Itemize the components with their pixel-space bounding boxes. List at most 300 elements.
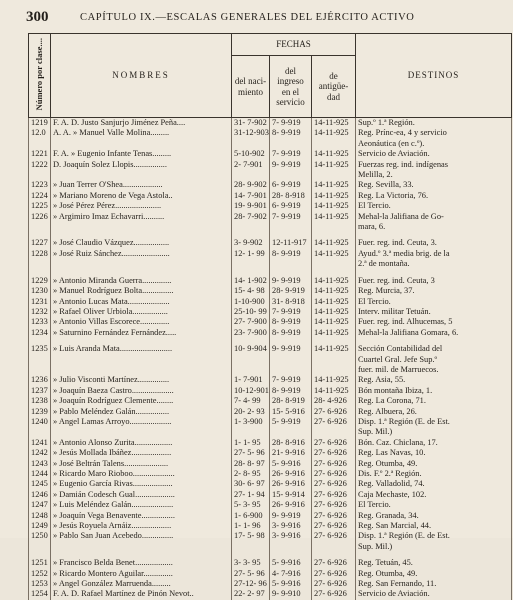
cell-birth-date bbox=[232, 542, 270, 552]
cell-name: F. A. » Eugenio Infante Tenas......... bbox=[51, 149, 232, 159]
cell-destination: Cuartel Gral. Jefe Sup.º bbox=[356, 355, 512, 365]
cell-birth-date bbox=[232, 139, 270, 149]
cell-destination: Sup. Mil.) bbox=[356, 427, 512, 437]
cell-birth-date bbox=[232, 259, 270, 269]
cell-number: 1243 bbox=[29, 459, 51, 469]
table-header bbox=[29, 34, 512, 118]
cell-name: » Juan Terrer O'Shea................... bbox=[51, 180, 232, 190]
cell-entry-date: 5- 9-916 bbox=[270, 558, 312, 568]
cell-entry-date bbox=[270, 222, 312, 232]
cell-seniority-date: 27- 6-926 bbox=[312, 531, 356, 541]
cell-number: 1241 bbox=[29, 438, 51, 448]
cell-seniority-date: 27- 6-926 bbox=[312, 407, 356, 417]
cell-destination: Reg. Otumba, 49. bbox=[356, 569, 512, 579]
cell-number: 1225 bbox=[29, 201, 51, 211]
cell-name: » Joaquín Rodríguez Clemente........ bbox=[51, 396, 232, 406]
page-title: CAPÍTULO IX.—ESCALAS GENERALES DEL EJÉRCITO ACTIVO bbox=[80, 12, 415, 23]
cell-entry-date: 7- 9-919 bbox=[270, 149, 312, 159]
cell-destination: Reg. Valladolid, 74. bbox=[356, 479, 512, 489]
cell-seniority-date bbox=[312, 542, 356, 552]
cell-name: » José Beltrán Talens..................... bbox=[51, 459, 232, 469]
table-row bbox=[29, 222, 512, 232]
cell-seniority-date: 14-11-925 bbox=[312, 386, 356, 396]
cell-entry-date: 31- 8-918 bbox=[270, 297, 312, 307]
cell-destination: Disp. 1.ª Región (E. de Est. bbox=[356, 531, 512, 541]
cell-number: 1242 bbox=[29, 448, 51, 458]
cell-seniority-date: 14-11-925 bbox=[312, 238, 356, 248]
cell-number: 1248 bbox=[29, 511, 51, 521]
table-row bbox=[29, 317, 512, 327]
cell-destination: Fuerzas reg. ind. indígenas bbox=[356, 160, 512, 170]
cell-name: » José Ruiz Sánchez....................... bbox=[51, 249, 232, 259]
cell-destination: Bón. Caz. Chiclana, 17. bbox=[356, 438, 512, 448]
header-antiguedad: de antigüe- dad bbox=[312, 56, 356, 118]
table-row bbox=[29, 191, 512, 201]
cell-destination: Aeonáutica (en c.º). bbox=[356, 139, 512, 149]
header-nombres: NOMBRES bbox=[51, 34, 232, 118]
cell-birth-date bbox=[232, 365, 270, 375]
cell-name: » Antonio Lucas Mata.................... bbox=[51, 297, 232, 307]
cell-number: 1227 bbox=[29, 238, 51, 248]
cell-seniority-date: 27- 6-926 bbox=[312, 589, 356, 599]
cell-entry-date: 7- 9-919 bbox=[270, 212, 312, 222]
cell-number: 1253 bbox=[29, 579, 51, 589]
cell-name: F. A. D. Rafael Martínez de Pinón Nevot.. bbox=[51, 589, 232, 599]
cell-seniority-date bbox=[312, 365, 356, 375]
cell-entry-date: 7- 9-919 bbox=[270, 118, 312, 129]
table-row bbox=[29, 479, 512, 489]
table-row bbox=[29, 238, 512, 248]
cell-destination: Reg. Murcia, 37. bbox=[356, 286, 512, 296]
cell-seniority-date: 14-11-925 bbox=[312, 249, 356, 259]
cell-seniority-date: 14-11-925 bbox=[312, 307, 356, 317]
cell-name: F. A. D. Justo Sanjurjo Jiménez Peña.... bbox=[51, 118, 232, 129]
cell-entry-date: 26- 9-916 bbox=[270, 469, 312, 479]
cell-number bbox=[29, 170, 51, 180]
cell-name: A. A. » Manuel Valle Molina......... bbox=[51, 128, 232, 138]
cell-number: 1229 bbox=[29, 276, 51, 286]
table-row bbox=[29, 589, 512, 599]
cell-entry-date bbox=[270, 170, 312, 180]
cell-seniority-date: 27- 6-926 bbox=[312, 521, 356, 531]
cell-entry-date: 26- 9-916 bbox=[270, 479, 312, 489]
cell-number: 1251 bbox=[29, 558, 51, 568]
cell-entry-date: 3- 9-916 bbox=[270, 531, 312, 541]
cell-seniority-date: 27- 6-926 bbox=[312, 448, 356, 458]
table-row bbox=[29, 160, 512, 170]
cell-destination: Reg. Tetuán, 45. bbox=[356, 558, 512, 568]
cell-name bbox=[51, 427, 232, 437]
cell-birth-date: 17- 5- 98 bbox=[232, 531, 270, 541]
table-row bbox=[29, 118, 512, 129]
table-row bbox=[29, 307, 512, 317]
cell-number: 12.0 bbox=[29, 128, 51, 138]
cell-number: 1221 bbox=[29, 149, 51, 159]
cell-seniority-date: 27- 6-926 bbox=[312, 569, 356, 579]
cell-destination: Mehal-la Jalifiana Gomara, 6. bbox=[356, 328, 512, 338]
cell-destination: Servicio de Aviación. bbox=[356, 589, 512, 599]
cell-destination: Sup. Mil.) bbox=[356, 542, 512, 552]
cell-number: 1238 bbox=[29, 396, 51, 406]
table-row bbox=[29, 448, 512, 458]
cell-seniority-date: 27- 6-926 bbox=[312, 500, 356, 510]
cell-entry-date: 8- 9-919 bbox=[270, 386, 312, 396]
cell-seniority-date bbox=[312, 222, 356, 232]
cell-entry-date: 6- 9-919 bbox=[270, 201, 312, 211]
header-fechas: FECHAS bbox=[232, 34, 356, 56]
cell-seniority-date: 14-11-925 bbox=[312, 180, 356, 190]
cell-entry-date bbox=[270, 139, 312, 149]
cell-entry-date: 8- 9-919 bbox=[270, 317, 312, 327]
cell-destination: Sección Contabilidad del bbox=[356, 344, 512, 354]
cell-number: 1245 bbox=[29, 479, 51, 489]
cell-name bbox=[51, 259, 232, 269]
cell-seniority-date: 14-11-925 bbox=[312, 344, 356, 354]
table-row bbox=[29, 375, 512, 385]
cell-birth-date: 14- 7-901 bbox=[232, 191, 270, 201]
cell-number: 1230 bbox=[29, 286, 51, 296]
table-row bbox=[29, 417, 512, 427]
table-row bbox=[29, 469, 512, 479]
cell-seniority-date: 14-11-925 bbox=[312, 118, 356, 129]
cell-destination: 2.ª de montaña. bbox=[356, 259, 512, 269]
cell-number: 1234 bbox=[29, 328, 51, 338]
table-row bbox=[29, 500, 512, 510]
table-row bbox=[29, 344, 512, 354]
cell-name bbox=[51, 170, 232, 180]
cell-birth-date: 31- 7-902 bbox=[232, 118, 270, 129]
cell-destination: Reg. Prínc-ea, 4 y servicio bbox=[356, 128, 512, 138]
cell-destination: Fuer. reg. ind. Ceuta, 3 bbox=[356, 276, 512, 286]
table-row bbox=[29, 328, 512, 338]
cell-entry-date: 7- 9-919 bbox=[270, 307, 312, 317]
table-row bbox=[29, 201, 512, 211]
cell-name bbox=[51, 365, 232, 375]
cell-birth-date: 15- 4- 98 bbox=[232, 286, 270, 296]
table-row bbox=[29, 396, 512, 406]
cell-seniority-date: 14-11-925 bbox=[312, 212, 356, 222]
table-row bbox=[29, 249, 512, 259]
cell-number: 1235 bbox=[29, 344, 51, 354]
cell-seniority-date: 27- 6-926 bbox=[312, 511, 356, 521]
cell-destination: Reg. Asia, 55. bbox=[356, 375, 512, 385]
cell-seniority-date: 27- 6-926 bbox=[312, 469, 356, 479]
table-row bbox=[29, 459, 512, 469]
cell-destination: El Tercio. bbox=[356, 297, 512, 307]
cell-name: » Argimiro Imaz Echavarri.......... bbox=[51, 212, 232, 222]
table-row bbox=[29, 128, 512, 138]
cell-seniority-date: 28- 4-926 bbox=[312, 396, 356, 406]
table-row bbox=[29, 259, 512, 269]
table-row bbox=[29, 558, 512, 568]
cell-destination: mara, 6. bbox=[356, 222, 512, 232]
cell-name: » Luis Meléndez Galán.................... bbox=[51, 500, 232, 510]
cell-number bbox=[29, 222, 51, 232]
table-body bbox=[29, 118, 512, 600]
cell-birth-date: 12- 1- 99 bbox=[232, 249, 270, 259]
cell-name: » Manuel Rodríguez Bolta............... bbox=[51, 286, 232, 296]
cell-number bbox=[29, 139, 51, 149]
table-row bbox=[29, 579, 512, 589]
table-row bbox=[29, 149, 512, 159]
cell-destination: Reg. San Marcial, 44. bbox=[356, 521, 512, 531]
cell-entry-date: 9- 9-919 bbox=[270, 276, 312, 286]
cell-entry-date: 9- 9-919 bbox=[270, 344, 312, 354]
cell-birth-date: 27-12- 96 bbox=[232, 579, 270, 589]
cell-destination: Fuer. reg. ind. Alhucemas, 5 bbox=[356, 317, 512, 327]
cell-entry-date: 8- 9-919 bbox=[270, 128, 312, 138]
cell-entry-date: 15- 5-916 bbox=[270, 407, 312, 417]
cell-name: » Ricardo Montero Aguilar.............. bbox=[51, 569, 232, 579]
cell-name: » Angel Lamas Arroyo.................... bbox=[51, 417, 232, 427]
cell-destination: El Tercio. bbox=[356, 201, 512, 211]
cell-birth-date: 1- 1- 96 bbox=[232, 521, 270, 531]
cell-destination: El Tercio. bbox=[356, 500, 512, 510]
cell-name: » Julio Visconti Martínez............... bbox=[51, 375, 232, 385]
cell-entry-date: 9- 9-919 bbox=[270, 511, 312, 521]
header-ingreso: del ingreso en el servicio bbox=[270, 56, 312, 118]
cell-destination: Reg. Otumba, 49. bbox=[356, 459, 512, 469]
cell-number: 1223 bbox=[29, 180, 51, 190]
cell-number: 1247 bbox=[29, 500, 51, 510]
cell-name: » Antonio Miranda Guerra.............. bbox=[51, 276, 232, 286]
cell-number: 1239 bbox=[29, 407, 51, 417]
cell-destination: Sup.º 1.ª Región. bbox=[356, 118, 512, 129]
cell-name: » Rafael Oliver Urbiola................. bbox=[51, 307, 232, 317]
cell-seniority-date: 14-11-925 bbox=[312, 191, 356, 201]
cell-entry-date bbox=[270, 542, 312, 552]
table-row bbox=[29, 365, 512, 375]
cell-entry-date: 28- 8-918 bbox=[270, 191, 312, 201]
cell-destination: Reg. Granada, 34. bbox=[356, 511, 512, 521]
cell-name bbox=[51, 355, 232, 365]
table-row bbox=[29, 170, 512, 180]
cell-entry-date: 15- 9-914 bbox=[270, 490, 312, 500]
table-row bbox=[29, 542, 512, 552]
table-row bbox=[29, 212, 512, 222]
cell-birth-date: 28- 8- 97 bbox=[232, 459, 270, 469]
cell-name: » Antonio Alonso Zurita.................. bbox=[51, 438, 232, 448]
cell-number: 1237 bbox=[29, 386, 51, 396]
cell-entry-date: 26- 9-916 bbox=[270, 500, 312, 510]
cell-birth-date: 2- 8- 95 bbox=[232, 469, 270, 479]
cell-name: » Joaquín Baeza Castro.................... bbox=[51, 386, 232, 396]
cell-entry-date: 9- 9-919 bbox=[270, 160, 312, 170]
cell-entry-date: 8- 9-919 bbox=[270, 328, 312, 338]
cell-name: » Pablo Meléndez Galán................ bbox=[51, 407, 232, 417]
header-nacimiento: del naci- miento bbox=[232, 56, 270, 118]
cell-seniority-date: 14-11-925 bbox=[312, 201, 356, 211]
cell-destination: Reg. La Victoria, 76. bbox=[356, 191, 512, 201]
roster-table bbox=[28, 33, 512, 600]
cell-birth-date: 27- 1- 94 bbox=[232, 490, 270, 500]
cell-seniority-date: 14-11-925 bbox=[312, 149, 356, 159]
cell-birth-date: 27- 7-900 bbox=[232, 317, 270, 327]
cell-seniority-date: 14-11-925 bbox=[312, 297, 356, 307]
cell-destination: Reg. La Corona, 71. bbox=[356, 396, 512, 406]
cell-destination: fuer. mil. de Marruecos. bbox=[356, 365, 512, 375]
cell-birth-date bbox=[232, 170, 270, 180]
table-row bbox=[29, 139, 512, 149]
cell-birth-date: 31-12-903 bbox=[232, 128, 270, 138]
cell-number: 1236 bbox=[29, 375, 51, 385]
cell-destination: Fuer. reg. ind. Ceuta, 3. bbox=[356, 238, 512, 248]
cell-birth-date bbox=[232, 355, 270, 365]
cell-entry-date: 6- 9-919 bbox=[270, 180, 312, 190]
cell-birth-date: 19- 9-901 bbox=[232, 201, 270, 211]
cell-entry-date: 3- 9-916 bbox=[270, 521, 312, 531]
cell-birth-date: 1- 7-901 bbox=[232, 375, 270, 385]
cell-name: » Angel González Marruenda......... bbox=[51, 579, 232, 589]
header-destinos: DESTINOS bbox=[356, 34, 512, 118]
table-row bbox=[29, 297, 512, 307]
cell-seniority-date: 27- 6-926 bbox=[312, 479, 356, 489]
cell-birth-date bbox=[232, 427, 270, 437]
cell-destination: Dis. F.º 2.ª Región. bbox=[356, 469, 512, 479]
table-row bbox=[29, 407, 512, 417]
cell-seniority-date: 27- 6-926 bbox=[312, 579, 356, 589]
table-row bbox=[29, 276, 512, 286]
cell-name: » Saturnino Fernández Fernández..... bbox=[51, 328, 232, 338]
cell-entry-date: 4- 7-916 bbox=[270, 569, 312, 579]
cell-destination: Caja Mechaste, 102. bbox=[356, 490, 512, 500]
cell-destination: Servicio de Aviación. bbox=[356, 149, 512, 159]
cell-birth-date: 23- 7-900 bbox=[232, 328, 270, 338]
cell-seniority-date bbox=[312, 355, 356, 365]
cell-seniority-date: 14-11-925 bbox=[312, 128, 356, 138]
cell-number: 1228 bbox=[29, 249, 51, 259]
cell-seniority-date: 27- 6-926 bbox=[312, 438, 356, 448]
cell-seniority-date: 14-11-925 bbox=[312, 276, 356, 286]
cell-birth-date: 1- 1- 95 bbox=[232, 438, 270, 448]
cell-number: 1240 bbox=[29, 417, 51, 427]
cell-number: 1233 bbox=[29, 317, 51, 327]
cell-entry-date: 12-11-917 bbox=[270, 238, 312, 248]
cell-number: 1249 bbox=[29, 521, 51, 531]
cell-birth-date: 5-10-902 bbox=[232, 149, 270, 159]
cell-entry-date: 28- 8-919 bbox=[270, 396, 312, 406]
cell-number: 1226 bbox=[29, 212, 51, 222]
cell-entry-date: 8- 9-919 bbox=[270, 249, 312, 259]
cell-destination: Mehal-la Jalifiana de Go- bbox=[356, 212, 512, 222]
cell-birth-date: 2- 7-901 bbox=[232, 160, 270, 170]
cell-number: 1232 bbox=[29, 307, 51, 317]
cell-birth-date: 28- 7-902 bbox=[232, 212, 270, 222]
table-row bbox=[29, 386, 512, 396]
cell-entry-date bbox=[270, 427, 312, 437]
cell-destination: Ayud.º 3.ª media brig. de la bbox=[356, 249, 512, 259]
cell-name: » Ricardo Maro Rioboo.................... bbox=[51, 469, 232, 479]
cell-entry-date: 21- 9-916 bbox=[270, 448, 312, 458]
cell-name bbox=[51, 139, 232, 149]
cell-name: » Mariano Moreno de Vega Astola.. bbox=[51, 191, 232, 201]
cell-seniority-date bbox=[312, 427, 356, 437]
cell-number bbox=[29, 355, 51, 365]
table-row bbox=[29, 355, 512, 365]
cell-number: 1250 bbox=[29, 531, 51, 541]
cell-seniority-date bbox=[312, 170, 356, 180]
cell-name: » Antonio Villas Escorece.............. bbox=[51, 317, 232, 327]
cell-birth-date: 28- 9-902 bbox=[232, 180, 270, 190]
cell-seniority-date: 14-11-925 bbox=[312, 328, 356, 338]
table-row bbox=[29, 180, 512, 190]
cell-birth-date: 1- 6-900 bbox=[232, 511, 270, 521]
cell-number bbox=[29, 542, 51, 552]
cell-destination: Reg. Sevilla, 33. bbox=[356, 180, 512, 190]
cell-destination: Reg. Las Navas, 10. bbox=[356, 448, 512, 458]
cell-number: 1224 bbox=[29, 191, 51, 201]
cell-seniority-date: 14-11-925 bbox=[312, 286, 356, 296]
cell-name: » Luis Aranda Mata......................... bbox=[51, 344, 232, 354]
cell-entry-date: 28- 9-919 bbox=[270, 286, 312, 296]
cell-birth-date: 10- 9-904 bbox=[232, 344, 270, 354]
cell-number: 1231 bbox=[29, 297, 51, 307]
cell-destination: Reg. Albuera, 26. bbox=[356, 407, 512, 417]
cell-birth-date: 27- 5- 96 bbox=[232, 448, 270, 458]
cell-seniority-date bbox=[312, 139, 356, 149]
cell-name bbox=[51, 542, 232, 552]
cell-birth-date: 30- 6- 97 bbox=[232, 479, 270, 489]
cell-number: 1246 bbox=[29, 490, 51, 500]
page-header bbox=[0, 0, 513, 32]
cell-number: 1254 bbox=[29, 589, 51, 599]
cell-entry-date: 5- 9-919 bbox=[270, 417, 312, 427]
cell-birth-date: 22- 2- 97 bbox=[232, 589, 270, 599]
cell-name: » José Pérez Pérez...................... bbox=[51, 201, 232, 211]
cell-entry-date: 5- 9-916 bbox=[270, 579, 312, 589]
table-row bbox=[29, 490, 512, 500]
cell-birth-date: 1-10-900 bbox=[232, 297, 270, 307]
cell-birth-date: 20- 2- 93 bbox=[232, 407, 270, 417]
cell-birth-date: 7- 4- 99 bbox=[232, 396, 270, 406]
table-row bbox=[29, 286, 512, 296]
cell-birth-date: 27- 5- 96 bbox=[232, 569, 270, 579]
cell-seniority-date: 14-11-925 bbox=[312, 375, 356, 385]
cell-destination: Melilla, 2. bbox=[356, 170, 512, 180]
cell-destination: Disp. 1.ª Región (E. de Est. bbox=[356, 417, 512, 427]
cell-seniority-date: 27- 6-926 bbox=[312, 459, 356, 469]
cell-number: 1222 bbox=[29, 160, 51, 170]
table-row bbox=[29, 427, 512, 437]
table-row bbox=[29, 531, 512, 541]
cell-birth-date bbox=[232, 222, 270, 232]
cell-entry-date bbox=[270, 365, 312, 375]
cell-name: » Pablo San Juan Acebedo............... bbox=[51, 531, 232, 541]
cell-destination: Interv. militar Tetuán. bbox=[356, 307, 512, 317]
cell-name: » Damián Codesch Gual................... bbox=[51, 490, 232, 500]
table-row bbox=[29, 511, 512, 521]
cell-seniority-date: 14-11-925 bbox=[312, 317, 356, 327]
table-row bbox=[29, 521, 512, 531]
cell-entry-date: 5- 9-916 bbox=[270, 459, 312, 469]
cell-entry-date bbox=[270, 355, 312, 365]
cell-entry-date bbox=[270, 259, 312, 269]
cell-seniority-date: 27- 6-926 bbox=[312, 490, 356, 500]
table-row bbox=[29, 569, 512, 579]
cell-birth-date: 10-12-901 bbox=[232, 386, 270, 396]
cell-destination: Bón montaña Ibiza, 1. bbox=[356, 386, 512, 396]
cell-seniority-date: 27- 6-926 bbox=[312, 417, 356, 427]
cell-entry-date: 7- 9-919 bbox=[270, 375, 312, 385]
cell-name: » Jesús Royuela Arnáiz................... bbox=[51, 521, 232, 531]
cell-name: D. Joaquín Solez Llopis................ bbox=[51, 160, 232, 170]
cell-number: 1219 bbox=[29, 118, 51, 129]
cell-birth-date: 1- 3-900 bbox=[232, 417, 270, 427]
cell-number: 1244 bbox=[29, 469, 51, 479]
cell-seniority-date: 27- 6-926 bbox=[312, 558, 356, 568]
cell-entry-date: 9- 9-910 bbox=[270, 589, 312, 599]
cell-name: » Francisco Belda Benet.................. bbox=[51, 558, 232, 568]
